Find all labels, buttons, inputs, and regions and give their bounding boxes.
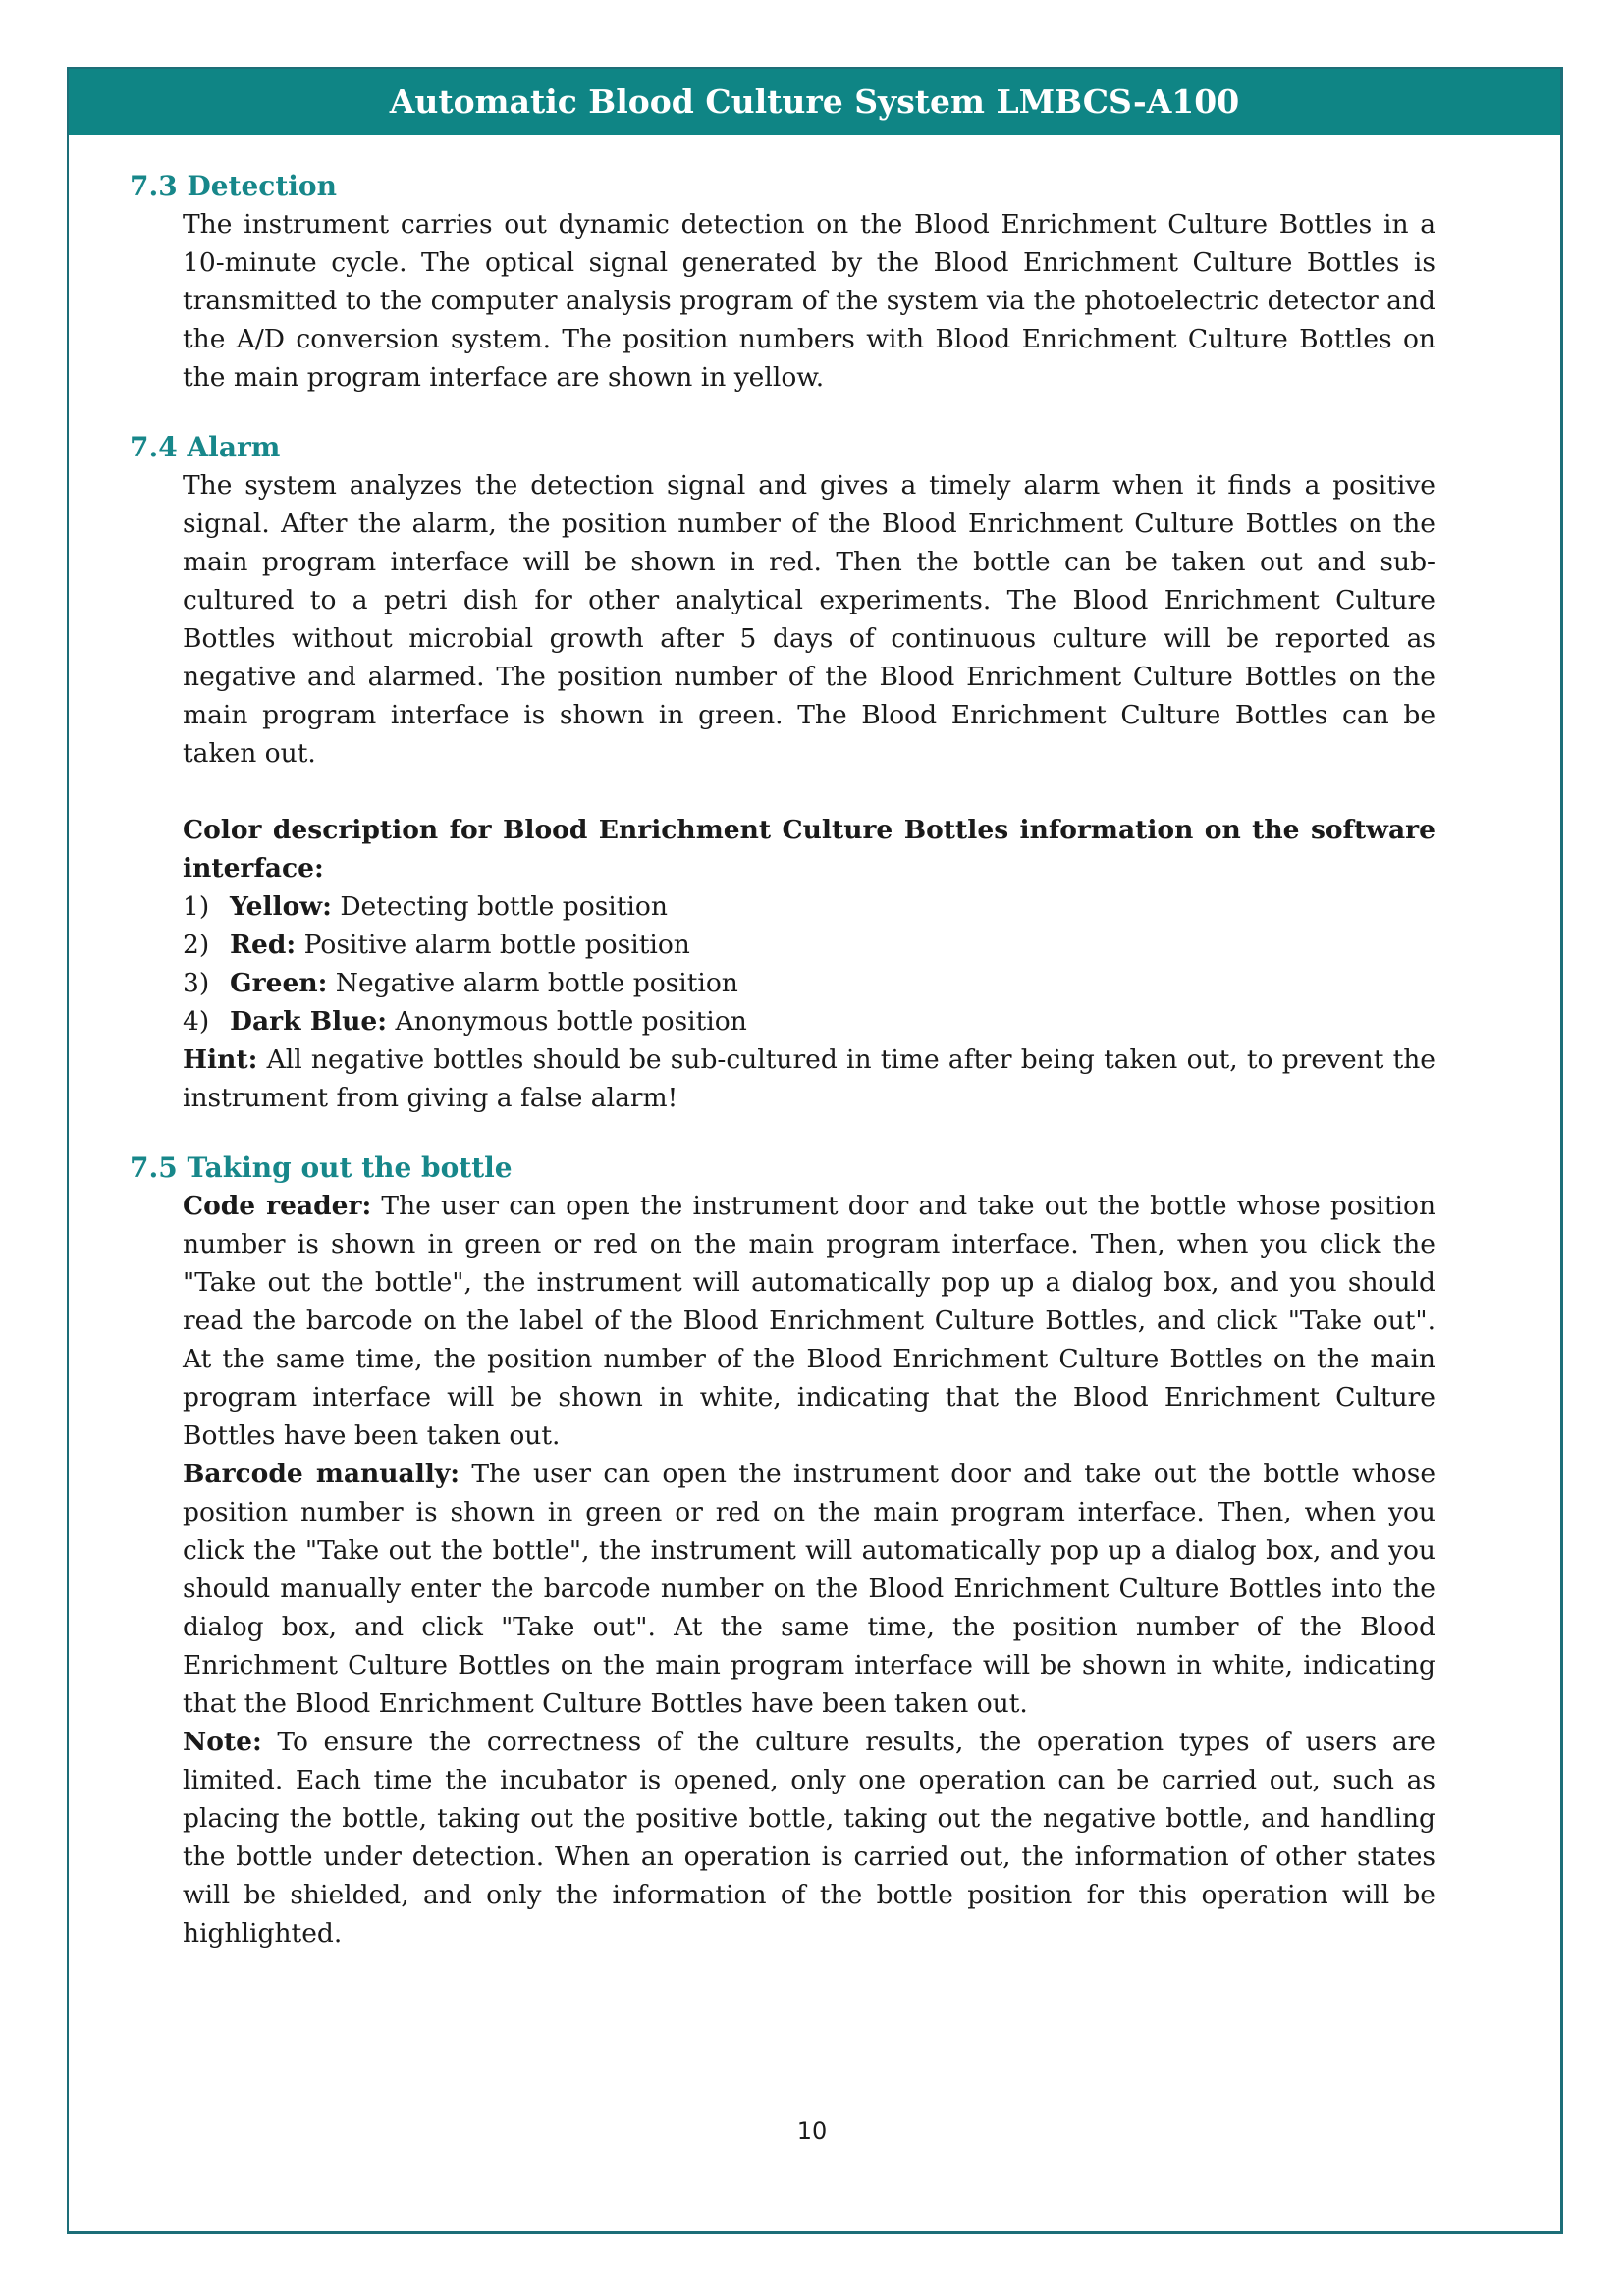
list-item-number: 4) [183,1006,210,1037]
code-reader-paragraph [183,1187,1435,1455]
hint-paragraph [183,1041,1435,1117]
code-reader-label: Code reader: [183,1191,372,1221]
hint-label: Hint: [183,1044,258,1075]
list-item [183,1002,1435,1041]
list-item-number: 2) [183,930,210,960]
section-body-detection [183,205,1435,397]
alarm-paragraph: The system analyzes the detection signal and gives a timely alarm when it finds a positive signal. After the alarm, the position number of the Blood Enrichment Culture Bottles on the main program interface will be shown in red. Then the bottle can be taken out and sub-cultured to a petri dish for other analytical experiments. The Blood Enrichment Culture Bottles without microbial growth after 5 days of continuous culture will be reported as negative and alarmed. The position number of the Blood Enrichment Culture Bottles on the main program interface is shown in green. The Blood Enrichment Culture Bottles can be taken out. [183,470,1435,769]
color-description-title: Color description for Blood Enrichment Culture Bottles information on the software interface: [183,815,1435,883]
barcode-manual-text: The user can open the instrument door and take out the bottle whose position number is shown in green or red on the main program interface. Then, when you click the "Take out the bottle", the instrument will automatically pop up a dialog box, and you should manually enter the barcode number on the Blood Enrichment Culture Bottles into the dialog box, and click "Take out". At the same time, the position number of the Blood Enrichment Culture Bottles on the main program interface will be shown in white, indicating that the Blood Enrichment Culture Bottles have been taken out. [183,1459,1435,1719]
hint-text: All negative bottles should be sub-cultured in time after being taken out, to prevent the instrument from giving a false alarm! [183,1044,1435,1113]
list-item [183,926,1435,964]
detection-paragraph: The instrument carries out dynamic detection on the Blood Enrichment Culture Bottles in a 10-minute cycle. The optical signal generated by the Blood Enrichment Culture Bottles is transmitted to the computer analysis program of the system via the photoelectric detector and the A/D conversion system. The position numbers with Blood Enrichment Culture Bottles on the main program interface are shown in yellow. [183,209,1435,393]
page-number: 10 [796,2117,828,2145]
color-text-green: Negative alarm bottle position [327,968,738,998]
color-label-yellow: Yellow: [230,891,332,922]
color-label-red: Red: [230,930,297,960]
barcode-manual-paragraph [183,1455,1435,1723]
color-text-dark-blue: Anonymous bottle position [387,1006,747,1037]
note-paragraph [183,1723,1435,1952]
section-heading-taking-out: 7.5 Taking out the bottle [130,1151,513,1184]
section-alarm [130,428,1435,1117]
section-detection [130,167,1435,397]
section-taking-out [130,1148,1435,1952]
page-content [130,167,1435,1984]
color-text-red: Positive alarm bottle position [296,930,690,960]
note-label: Note: [183,1727,262,1757]
header-bar [69,69,1560,135]
note-text: To ensure the correctness of the culture results, the operation types of users are limited. Each time the incubator is opened, only one operation can be carried out, such as placing the bottle, taking out the positive bottle, taking out the negative bottle, and handling the bottle under detection. When an operation is carried out, the information of other states will be shielded, and only the information of the bottle position for this operation will be highlighted. [183,1727,1435,1949]
section-body-alarm [183,466,1435,1117]
barcode-manual-label: Barcode manually: [183,1459,460,1489]
section-heading-detection: 7.3 Detection [130,170,337,202]
list-item-number: 1) [183,891,210,922]
list-item-number: 3) [183,968,210,998]
section-body-taking-out [183,1187,1435,1952]
color-text-yellow: Detecting bottle position [331,891,668,922]
list-item [183,887,1435,926]
code-reader-text: The user can open the instrument door and take out the bottle whose position number is shown in green or red on the main program interface. Then, when you click the "Take out the bottle", the instrument will automatically pop up a dialog box, and you should read the barcode on the label of the Blood Enrichment Culture Bottles, and click "Take out". At the same time, the position number of the Blood Enrichment Culture Bottles on the main program interface will be shown in white, indicating that the Blood Enrichment Culture Bottles have been taken out. [183,1191,1436,1451]
document-title: Automatic Blood Culture System LMBCS-A100 [389,82,1240,121]
color-label-green: Green: [230,968,328,998]
section-heading-alarm: 7.4 Alarm [130,431,281,463]
color-list [183,887,1435,1041]
color-label-dark-blue: Dark Blue: [230,1006,388,1037]
list-item [183,964,1435,1002]
